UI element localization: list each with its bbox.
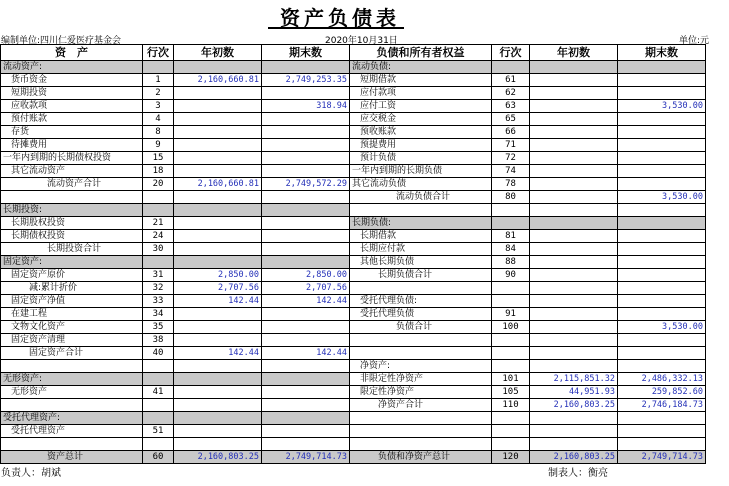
liability-ending-value xyxy=(618,230,706,243)
liability-label: 流动负债: xyxy=(350,61,492,74)
liability-ending-value xyxy=(618,113,706,126)
asset-ending-value xyxy=(262,191,350,204)
liability-beginning-value: 2,160,803.25 xyxy=(530,451,618,464)
liability-label xyxy=(350,347,492,360)
table-row xyxy=(1,386,706,399)
asset-line-no xyxy=(143,256,174,269)
table-row xyxy=(1,113,706,126)
liability-ending-value: 3,530.00 xyxy=(618,100,706,113)
liability-label: 非限定性净资产 xyxy=(350,373,492,386)
asset-ending-value xyxy=(262,373,350,386)
header-beginning: 年初数 xyxy=(174,45,262,61)
asset-line-no: 24 xyxy=(143,230,174,243)
table-row xyxy=(1,438,706,451)
liability-beginning-value xyxy=(530,425,618,438)
asset-line-no: 35 xyxy=(143,321,174,334)
liability-line-no xyxy=(492,282,530,295)
liability-beginning-value: 2,115,851.32 xyxy=(530,373,618,386)
liability-line-no: 71 xyxy=(492,139,530,152)
liability-ending-value xyxy=(618,126,706,139)
asset-ending-value xyxy=(262,152,350,165)
asset-ending-value xyxy=(262,256,350,269)
asset-ending-value: 2,850.00 xyxy=(262,269,350,282)
asset-ending-value xyxy=(262,386,350,399)
asset-line-no: 40 xyxy=(143,347,174,360)
liability-beginning-value xyxy=(530,347,618,360)
asset-beginning-value: 2,160,660.81 xyxy=(174,74,262,87)
asset-label: 受托代理资产: xyxy=(1,412,143,425)
asset-ending-value: 2,749,572.29 xyxy=(262,178,350,191)
asset-line-no: 1 xyxy=(143,74,174,87)
asset-label: 资产总计 xyxy=(1,451,143,464)
liability-line-no: 101 xyxy=(492,373,530,386)
liability-label: 其他长期负债 xyxy=(350,256,492,269)
asset-label xyxy=(1,191,143,204)
liability-ending-value xyxy=(618,425,706,438)
liability-ending-value xyxy=(618,347,706,360)
asset-beginning-value xyxy=(174,113,262,126)
header-beginning: 年初数 xyxy=(530,45,618,61)
asset-line-no: 18 xyxy=(143,165,174,178)
asset-label: 应收款项 xyxy=(1,100,143,113)
asset-ending-value xyxy=(262,113,350,126)
liability-ending-value: 2,486,332.13 xyxy=(618,373,706,386)
asset-line-no: 8 xyxy=(143,126,174,139)
asset-beginning-value xyxy=(174,386,262,399)
asset-label: 减:累计折价 xyxy=(1,282,143,295)
liability-beginning-value xyxy=(530,191,618,204)
table-row xyxy=(1,334,706,347)
liability-beginning-value xyxy=(530,269,618,282)
liability-ending-value xyxy=(618,217,706,230)
asset-ending-value xyxy=(262,230,350,243)
liability-line-no: 66 xyxy=(492,126,530,139)
asset-beginning-value xyxy=(174,165,262,178)
liability-ending-value: 2,746,184.73 xyxy=(618,399,706,412)
table-row xyxy=(1,139,706,152)
liability-label: 其它流动负债 xyxy=(350,178,492,191)
asset-label: 固定资产净值 xyxy=(1,295,143,308)
liability-label: 一年内到期的长期负债 xyxy=(350,165,492,178)
asset-label xyxy=(1,438,143,451)
liability-ending-value: 3,530.00 xyxy=(618,321,706,334)
liability-beginning-value xyxy=(530,334,618,347)
table-row xyxy=(1,360,706,373)
balance-sheet-table xyxy=(0,44,706,464)
table-row xyxy=(1,61,706,74)
liability-label: 限定性净资产 xyxy=(350,386,492,399)
asset-label: 一年内到期的长期债权投资 xyxy=(1,152,143,165)
table-row xyxy=(1,295,706,308)
asset-beginning-value xyxy=(174,360,262,373)
asset-beginning-value xyxy=(174,61,262,74)
liability-beginning-value xyxy=(530,165,618,178)
table-row xyxy=(1,412,706,425)
liability-beginning-value xyxy=(530,113,618,126)
liability-ending-value xyxy=(618,360,706,373)
liability-label xyxy=(350,438,492,451)
asset-line-no xyxy=(143,438,174,451)
liability-line-no xyxy=(492,347,530,360)
table-row xyxy=(1,347,706,360)
liability-ending-value xyxy=(618,438,706,451)
liability-label xyxy=(350,334,492,347)
liability-line-no: 120 xyxy=(492,451,530,464)
asset-label: 待摊费用 xyxy=(1,139,143,152)
asset-label: 货币资金 xyxy=(1,74,143,87)
asset-beginning-value xyxy=(174,438,262,451)
asset-line-no: 32 xyxy=(143,282,174,295)
asset-line-no: 60 xyxy=(143,451,174,464)
asset-beginning-value xyxy=(174,334,262,347)
asset-ending-value: 142.44 xyxy=(262,295,350,308)
asset-ending-value xyxy=(262,61,350,74)
liability-label: 受托代理负债 xyxy=(350,308,492,321)
liability-ending-value xyxy=(618,256,706,269)
liability-label: 应交税金 xyxy=(350,113,492,126)
liability-line-no: 110 xyxy=(492,399,530,412)
liability-beginning-value xyxy=(530,438,618,451)
asset-line-no: 3 xyxy=(143,100,174,113)
asset-beginning-value xyxy=(174,321,262,334)
liability-line-no: 63 xyxy=(492,100,530,113)
liability-beginning-value xyxy=(530,87,618,100)
asset-beginning-value: 142.44 xyxy=(174,347,262,360)
liability-ending-value xyxy=(618,269,706,282)
liability-label: 预提费用 xyxy=(350,139,492,152)
responsible-person: 负责人：胡斌 xyxy=(1,468,61,479)
asset-label xyxy=(1,360,143,373)
liability-beginning-value xyxy=(530,230,618,243)
asset-ending-value xyxy=(262,243,350,256)
asset-ending-value xyxy=(262,334,350,347)
table-header-row xyxy=(1,45,706,61)
asset-label: 存货 xyxy=(1,126,143,139)
liability-line-no xyxy=(492,204,530,217)
asset-beginning-value xyxy=(174,230,262,243)
asset-line-no: 41 xyxy=(143,386,174,399)
table-row xyxy=(1,152,706,165)
liability-label: 净资产: xyxy=(350,360,492,373)
asset-label: 文物文化资产 xyxy=(1,321,143,334)
liability-line-no: 90 xyxy=(492,269,530,282)
liability-ending-value: 3,530.00 xyxy=(618,191,706,204)
table-row xyxy=(1,282,706,295)
liability-ending-value xyxy=(618,61,706,74)
liability-label: 应付款项 xyxy=(350,87,492,100)
liability-ending-value xyxy=(618,74,706,87)
asset-beginning-value xyxy=(174,399,262,412)
liability-label: 应付工资 xyxy=(350,100,492,113)
table-row xyxy=(1,191,706,204)
asset-label: 短期投资 xyxy=(1,87,143,100)
liability-beginning-value xyxy=(530,152,618,165)
asset-beginning-value xyxy=(174,217,262,230)
asset-ending-value xyxy=(262,360,350,373)
liability-label xyxy=(350,412,492,425)
liability-label: 净资产合计 xyxy=(350,399,492,412)
asset-beginning-value xyxy=(174,373,262,386)
asset-line-no: 20 xyxy=(143,178,174,191)
asset-beginning-value xyxy=(174,139,262,152)
asset-label: 在建工程 xyxy=(1,308,143,321)
asset-line-no: 30 xyxy=(143,243,174,256)
table-row xyxy=(1,308,706,321)
asset-line-no xyxy=(143,399,174,412)
liability-line-no: 100 xyxy=(492,321,530,334)
liability-label: 受托代理负债: xyxy=(350,295,492,308)
asset-line-no: 21 xyxy=(143,217,174,230)
liability-ending-value xyxy=(618,243,706,256)
asset-ending-value xyxy=(262,308,350,321)
organization-label: 编制单位:四川仁爱医疗基金会 xyxy=(1,36,122,46)
asset-line-no xyxy=(143,360,174,373)
asset-label: 固定资产合计 xyxy=(1,347,143,360)
asset-label: 长期债权投资 xyxy=(1,230,143,243)
liability-line-no: 74 xyxy=(492,165,530,178)
table-row xyxy=(1,321,706,334)
liability-beginning-value xyxy=(530,74,618,87)
liability-line-no: 62 xyxy=(492,87,530,100)
asset-ending-value xyxy=(262,217,350,230)
asset-ending-value xyxy=(262,412,350,425)
asset-label: 受托代理资产 xyxy=(1,425,143,438)
table-row xyxy=(1,100,706,113)
asset-line-no: 34 xyxy=(143,308,174,321)
asset-label: 长期股权投资 xyxy=(1,217,143,230)
asset-beginning-value xyxy=(174,308,262,321)
asset-line-no: 2 xyxy=(143,87,174,100)
table-row xyxy=(1,126,706,139)
table-row xyxy=(1,399,706,412)
liability-ending-value: 2,749,714.73 xyxy=(618,451,706,464)
asset-line-no xyxy=(143,61,174,74)
liability-label: 负债和净资产总计 xyxy=(350,451,492,464)
liability-line-no: 81 xyxy=(492,230,530,243)
asset-line-no: 51 xyxy=(143,425,174,438)
liability-label: 长期借款 xyxy=(350,230,492,243)
asset-beginning-value xyxy=(174,243,262,256)
asset-label: 无形资产: xyxy=(1,373,143,386)
liability-beginning-value xyxy=(530,139,618,152)
liability-ending-value xyxy=(618,295,706,308)
asset-ending-value xyxy=(262,87,350,100)
asset-ending-value: 2,749,253.35 xyxy=(262,74,350,87)
asset-beginning-value xyxy=(174,191,262,204)
liability-beginning-value xyxy=(530,126,618,139)
asset-label: 其它流动资产 xyxy=(1,165,143,178)
liability-beginning-value xyxy=(530,308,618,321)
liability-label xyxy=(350,425,492,438)
liability-beginning-value: 44,951.93 xyxy=(530,386,618,399)
liability-ending-value: 259,852.60 xyxy=(618,386,706,399)
header-line-no: 行次 xyxy=(492,45,530,61)
liability-ending-value xyxy=(618,334,706,347)
asset-ending-value xyxy=(262,399,350,412)
table-row xyxy=(1,243,706,256)
table-row xyxy=(1,165,706,178)
liability-line-no: 80 xyxy=(492,191,530,204)
liability-label: 流动负债合计 xyxy=(350,191,492,204)
liability-beginning-value xyxy=(530,178,618,191)
asset-label: 流动资产合计 xyxy=(1,178,143,191)
asset-ending-value: 142.44 xyxy=(262,347,350,360)
asset-ending-value xyxy=(262,204,350,217)
asset-line-no xyxy=(143,191,174,204)
asset-ending-value: 2,749,714.73 xyxy=(262,451,350,464)
asset-beginning-value: 2,850.00 xyxy=(174,269,262,282)
liability-ending-value xyxy=(618,412,706,425)
header-line-no: 行次 xyxy=(143,45,174,61)
asset-ending-value: 318.94 xyxy=(262,100,350,113)
liability-line-no xyxy=(492,217,530,230)
liability-line-no xyxy=(492,412,530,425)
table-row xyxy=(1,74,706,87)
liability-beginning-value xyxy=(530,61,618,74)
header-assets: 资 产 xyxy=(1,45,143,61)
liability-line-no xyxy=(492,425,530,438)
liability-line-no: 84 xyxy=(492,243,530,256)
table-row xyxy=(1,204,706,217)
asset-ending-value xyxy=(262,165,350,178)
liability-line-no: 72 xyxy=(492,152,530,165)
liability-beginning-value xyxy=(530,412,618,425)
asset-line-no xyxy=(143,373,174,386)
asset-label: 无形资产 xyxy=(1,386,143,399)
asset-line-no: 31 xyxy=(143,269,174,282)
header-liabilities: 负债和所有者权益 xyxy=(350,45,492,61)
asset-ending-value xyxy=(262,139,350,152)
asset-line-no: 15 xyxy=(143,152,174,165)
liability-beginning-value xyxy=(530,256,618,269)
liability-line-no: 88 xyxy=(492,256,530,269)
asset-beginning-value xyxy=(174,256,262,269)
asset-beginning-value xyxy=(174,425,262,438)
liability-beginning-value xyxy=(530,321,618,334)
asset-beginning-value xyxy=(174,152,262,165)
liability-label: 负债合计 xyxy=(350,321,492,334)
asset-beginning-value xyxy=(174,126,262,139)
report-date: 2020年10月31日 xyxy=(325,36,398,46)
asset-beginning-value xyxy=(174,100,262,113)
liability-line-no: 65 xyxy=(492,113,530,126)
liability-ending-value xyxy=(618,165,706,178)
liability-beginning-value xyxy=(530,295,618,308)
liability-line-no: 61 xyxy=(492,74,530,87)
asset-beginning-value xyxy=(174,204,262,217)
asset-line-no: 38 xyxy=(143,334,174,347)
liability-ending-value xyxy=(618,178,706,191)
liability-beginning-value xyxy=(530,204,618,217)
liability-line-no xyxy=(492,438,530,451)
asset-label: 固定资产: xyxy=(1,256,143,269)
preparer: 制表人：衡亮 xyxy=(548,468,608,479)
liability-beginning-value: 2,160,803.25 xyxy=(530,399,618,412)
asset-line-no: 33 xyxy=(143,295,174,308)
asset-label: 长期投资合计 xyxy=(1,243,143,256)
liability-ending-value xyxy=(618,152,706,165)
liability-line-no: 105 xyxy=(492,386,530,399)
liability-label: 长期负债: xyxy=(350,217,492,230)
liability-line-no xyxy=(492,61,530,74)
table-row xyxy=(1,269,706,282)
report-title: 资产负债表 xyxy=(280,6,400,30)
asset-ending-value xyxy=(262,438,350,451)
asset-line-no: 9 xyxy=(143,139,174,152)
asset-ending-value: 2,707.56 xyxy=(262,282,350,295)
liability-ending-value xyxy=(618,87,706,100)
liability-beginning-value xyxy=(530,100,618,113)
header-ending: 期末数 xyxy=(618,45,706,61)
liability-ending-value xyxy=(618,282,706,295)
liability-line-no: 78 xyxy=(492,178,530,191)
liability-beginning-value xyxy=(530,282,618,295)
asset-line-no: 4 xyxy=(143,113,174,126)
asset-ending-value xyxy=(262,425,350,438)
table-row xyxy=(1,87,706,100)
asset-label: 固定资产原价 xyxy=(1,269,143,282)
liability-line-no: 91 xyxy=(492,308,530,321)
asset-beginning-value xyxy=(174,412,262,425)
asset-label: 流动资产: xyxy=(1,61,143,74)
table-row xyxy=(1,256,706,269)
asset-label: 长期投资: xyxy=(1,204,143,217)
table-row xyxy=(1,373,706,386)
liability-ending-value xyxy=(618,139,706,152)
unit-label: 单位:元 xyxy=(678,36,709,46)
asset-beginning-value: 2,707.56 xyxy=(174,282,262,295)
asset-line-no xyxy=(143,412,174,425)
liability-beginning-value xyxy=(530,360,618,373)
asset-beginning-value: 2,160,660.81 xyxy=(174,178,262,191)
asset-label: 固定资产清理 xyxy=(1,334,143,347)
table-row xyxy=(1,451,706,464)
asset-beginning-value: 2,160,803.25 xyxy=(174,451,262,464)
asset-label: 预付账款 xyxy=(1,113,143,126)
asset-beginning-value: 142.44 xyxy=(174,295,262,308)
table-row xyxy=(1,425,706,438)
liability-label: 长期负债合计 xyxy=(350,269,492,282)
liability-label: 短期借款 xyxy=(350,74,492,87)
table-row xyxy=(1,230,706,243)
asset-line-no xyxy=(143,204,174,217)
liability-label xyxy=(350,204,492,217)
table-row xyxy=(1,217,706,230)
liability-label: 预计负债 xyxy=(350,152,492,165)
liability-line-no xyxy=(492,360,530,373)
liability-beginning-value xyxy=(530,217,618,230)
liability-label: 预收账款 xyxy=(350,126,492,139)
asset-ending-value xyxy=(262,126,350,139)
liability-line-no xyxy=(492,295,530,308)
header-ending: 期末数 xyxy=(262,45,350,61)
liability-ending-value xyxy=(618,204,706,217)
asset-beginning-value xyxy=(174,87,262,100)
liability-line-no xyxy=(492,334,530,347)
liability-ending-value xyxy=(618,308,706,321)
table-row xyxy=(1,178,706,191)
asset-ending-value xyxy=(262,321,350,334)
title-underline xyxy=(268,27,404,29)
liability-label: 长期应付款 xyxy=(350,243,492,256)
asset-label xyxy=(1,399,143,412)
liability-label xyxy=(350,282,492,295)
liability-beginning-value xyxy=(530,243,618,256)
